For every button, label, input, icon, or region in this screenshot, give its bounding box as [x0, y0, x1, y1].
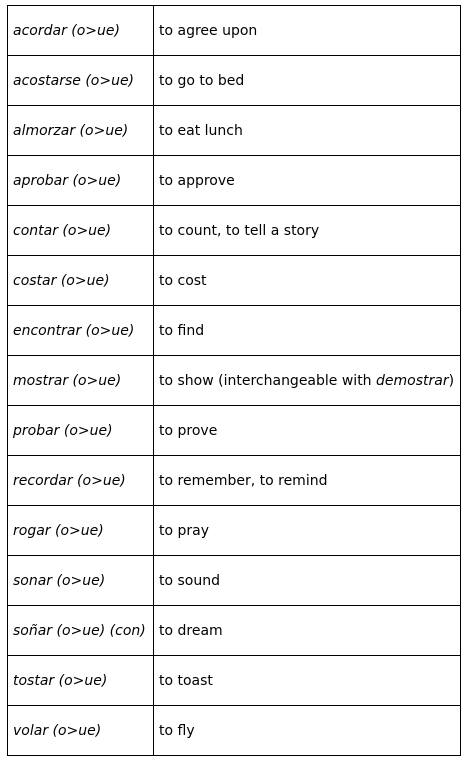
table-row	[8, 106, 461, 156]
verb-cell: costar (o>ue)	[8, 256, 154, 306]
meaning-cell: to pray	[154, 506, 461, 556]
verb-cell: aprobar (o>ue)	[8, 156, 154, 206]
verb-cell: probar (o>ue)	[8, 406, 154, 456]
meaning-cell: to toast	[154, 656, 461, 706]
table-row	[8, 456, 461, 506]
verb-cell: encontrar (o>ue)	[8, 306, 154, 356]
table-row	[8, 406, 461, 456]
verb-cell: soñar (o>ue) (con)	[8, 606, 154, 656]
table-row	[8, 56, 461, 106]
verb-cell: acordar (o>ue)	[8, 6, 154, 56]
meaning-cell	[154, 356, 461, 406]
meaning-cell: to find	[154, 306, 461, 356]
meaning-italic-text: demostrar	[376, 372, 449, 389]
meaning-cell: to prove	[154, 406, 461, 456]
meaning-cell: to eat lunch	[154, 106, 461, 156]
meaning-cell: to fly	[154, 706, 461, 756]
verb-cell: acostarse (o>ue)	[8, 56, 154, 106]
verb-cell: contar (o>ue)	[8, 206, 154, 256]
table-row	[8, 656, 461, 706]
table-row	[8, 256, 461, 306]
verb-cell: mostrar (o>ue)	[8, 356, 154, 406]
verb-cell: rogar (o>ue)	[8, 506, 154, 556]
verb-cell: volar (o>ue)	[8, 706, 154, 756]
meaning-cell: to approve	[154, 156, 461, 206]
meaning-cell: to dream	[154, 606, 461, 656]
meaning-cell: to cost	[154, 256, 461, 306]
table-row	[8, 156, 461, 206]
meaning-cell: to go to bed	[154, 56, 461, 106]
meaning-suffix-text: )	[448, 372, 455, 389]
table-row	[8, 206, 461, 256]
meaning-text: to show (interchangeable with	[159, 372, 377, 389]
verb-table	[7, 5, 461, 756]
table-row	[8, 706, 461, 756]
verb-cell: recordar (o>ue)	[8, 456, 154, 506]
table-row	[8, 606, 461, 656]
table-row	[8, 356, 461, 406]
table-row	[8, 506, 461, 556]
meaning-cell: to sound	[154, 556, 461, 606]
meaning-cell: to count, to tell a story	[154, 206, 461, 256]
table-row	[8, 6, 461, 56]
table-row	[8, 556, 461, 606]
meaning-cell: to agree upon	[154, 6, 461, 56]
verb-cell: sonar (o>ue)	[8, 556, 154, 606]
meaning-cell: to remember, to remind	[154, 456, 461, 506]
verb-cell: tostar (o>ue)	[8, 656, 154, 706]
verb-cell: almorzar (o>ue)	[8, 106, 154, 156]
table-row	[8, 306, 461, 356]
